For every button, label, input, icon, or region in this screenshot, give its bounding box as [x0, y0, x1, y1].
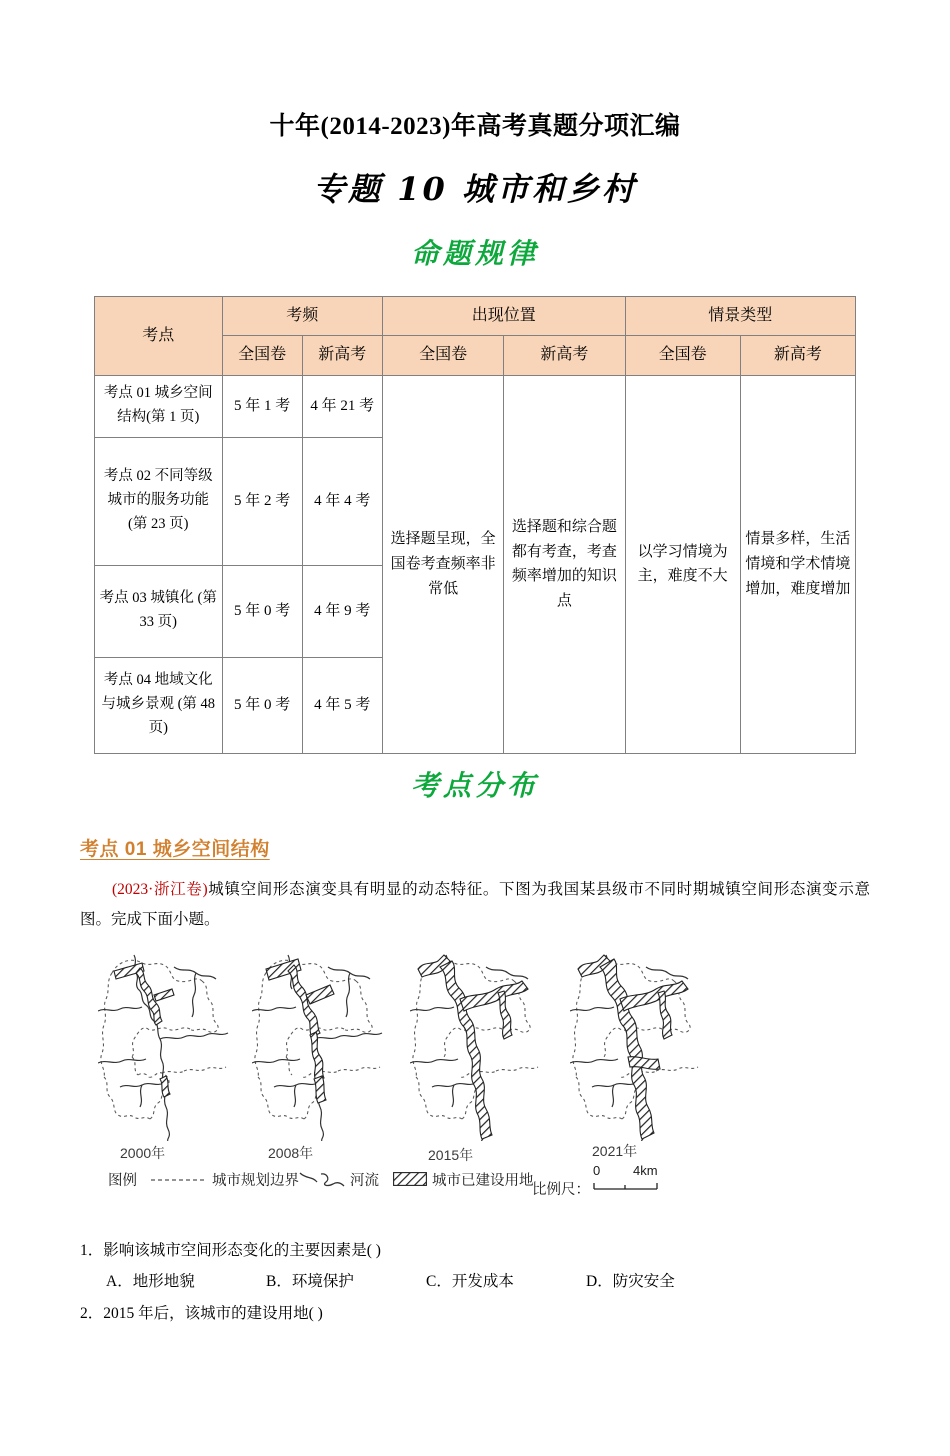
legend-title: 图例 [108, 1172, 137, 1189]
question-1-option-a[interactable]: A．地形地貌 [106, 1273, 195, 1291]
cell-chuxian-quanguo: 选择题呈现，全国卷考查频率非常低 [382, 375, 503, 753]
question-2-line [80, 1298, 870, 1330]
year-label-2015: 2015年 [428, 1146, 474, 1163]
scale-bar-graphic [593, 1162, 671, 1199]
cell-kaopin-quanguo-03: 5 年 0 考 [222, 565, 302, 657]
question-stem-text: 城镇空间形态演变具有明显的动态特征。下图为我国某县级市不同时期城镇空间形态演变示意图。完成下面小题。 [80, 880, 870, 928]
table-row [95, 375, 856, 437]
cell-kaodian-01: 考点 01 城乡空间结构(第 1 页) [95, 375, 223, 437]
dashed-line-icon [151, 1173, 207, 1185]
th-qingjing-xingaokao: 新高考 [740, 336, 855, 375]
question-1-option-c[interactable]: C．开发成本 [426, 1273, 514, 1291]
table-body [95, 375, 856, 753]
scale-bar-title: 比例尺： [532, 1181, 590, 1198]
document-subtitle: 专题 10 城市和乡村 [313, 170, 637, 208]
cell-qingjing-xingaokao: 情景多样，生活情境和学术情境增加，难度增加 [740, 375, 855, 753]
cell-kaopin-xingaokao-03: 4 年 9 考 [302, 565, 382, 657]
cell-kaodian-03: 考点 03 城镇化 (第 33 页) [95, 565, 223, 657]
question-1-text: 影响该城市空间形态变化的主要因素是( ) [103, 1241, 381, 1259]
cell-kaopin-quanguo-01: 5 年 1 考 [222, 375, 302, 437]
questions-block [80, 1235, 870, 1330]
map-2015 [410, 951, 565, 1141]
map-2008 [252, 951, 407, 1141]
question-2-text: 2015 年后，该城市的建设用地( ) [103, 1305, 323, 1323]
th-kaodian: 考点 [95, 297, 223, 376]
legend-entry-boundary [151, 1169, 299, 1190]
document-page [0, 112, 950, 1456]
cell-kaopin-xingaokao-01: 4 年 21 考 [302, 375, 382, 437]
kaodian-summary-table [94, 296, 856, 754]
figure-scale-bar [532, 1162, 671, 1199]
question-source-label: (2023·浙江卷) [112, 880, 208, 898]
legend-entry-builtup [393, 1169, 534, 1190]
cell-kaopin-xingaokao-02: 4 年 4 考 [302, 437, 382, 565]
question-1-options [80, 1266, 870, 1298]
cell-kaodian-04: 考点 04 地域文化与城乡景观 (第 48 页) [95, 657, 223, 753]
scale-bar-ruler-icon [593, 1181, 665, 1195]
document-title: 十年(2014-2023)年高考真题分项汇编 [269, 113, 681, 140]
table-head [95, 297, 856, 376]
question-1-option-d[interactable]: D．防灾安全 [586, 1273, 675, 1291]
legend-label-river: 河流 [350, 1172, 379, 1189]
cell-kaopin-quanguo-04: 5 年 0 考 [222, 657, 302, 753]
th-chuxian-xingaokao: 新高考 [504, 336, 625, 375]
scale-bar-max: 4km [633, 1162, 658, 1178]
th-kaopin: 考频 [222, 297, 382, 336]
th-kaopin-xingaokao: 新高考 [302, 336, 382, 375]
table-header-row-1 [95, 297, 856, 336]
question-1-number: 1． [80, 1241, 104, 1259]
th-kaopin-quanguojuan: 全国卷 [222, 336, 302, 375]
scale-bar-zero: 0 [593, 1162, 601, 1178]
th-qingjing-leixing: 情景类型 [625, 297, 855, 336]
th-qingjing-quanguojuan: 全国卷 [625, 336, 740, 375]
section-heading-kaodian-01: 考点 01 城乡空间结构 [80, 838, 270, 860]
maps-row [80, 951, 870, 1141]
map-2021 [570, 951, 725, 1141]
year-label-2000: 2000年 [120, 1144, 166, 1161]
question-2-number: 2． [80, 1305, 104, 1323]
year-label-2008: 2008年 [268, 1144, 314, 1161]
cell-chuxian-xingaokao: 选择题和综合题都有考查，考查频率增加的知识点 [504, 375, 625, 753]
question-1-line [80, 1235, 870, 1267]
legend-entry-river [299, 1169, 379, 1190]
river-squiggle-icon [299, 1170, 345, 1188]
year-label-2021: 2021年 [592, 1142, 638, 1159]
kaodian-table-wrapper [94, 296, 856, 754]
hatched-swatch-icon [393, 1172, 427, 1186]
cell-kaodian-02: 考点 02 不同等级城市的服务功能 (第 23 页) [95, 437, 223, 565]
figure-urban-morphology [80, 951, 870, 1219]
banner-mingti-guilv: 命题规律 [410, 237, 539, 270]
cell-kaopin-xingaokao-04: 4 年 5 考 [302, 657, 382, 753]
question-1-option-b[interactable]: B．环境保护 [266, 1273, 354, 1291]
legend-label-boundary: 城市规划边界 [212, 1172, 299, 1189]
question-stem-paragraph [80, 875, 870, 935]
banner-kaodian-fenbu: 考点分布 [410, 768, 539, 802]
cell-kaopin-quanguo-02: 5 年 2 考 [222, 437, 302, 565]
figure-legend [108, 1169, 534, 1190]
map-2000 [98, 951, 253, 1141]
cell-qingjing-quanguo: 以学习情境为主，难度不大 [625, 375, 740, 753]
th-chuxian-quanguojuan: 全国卷 [382, 336, 503, 375]
th-chuxian-weizhi: 出现位置 [382, 297, 625, 336]
legend-label-builtup: 城市已建设用地 [432, 1172, 534, 1189]
